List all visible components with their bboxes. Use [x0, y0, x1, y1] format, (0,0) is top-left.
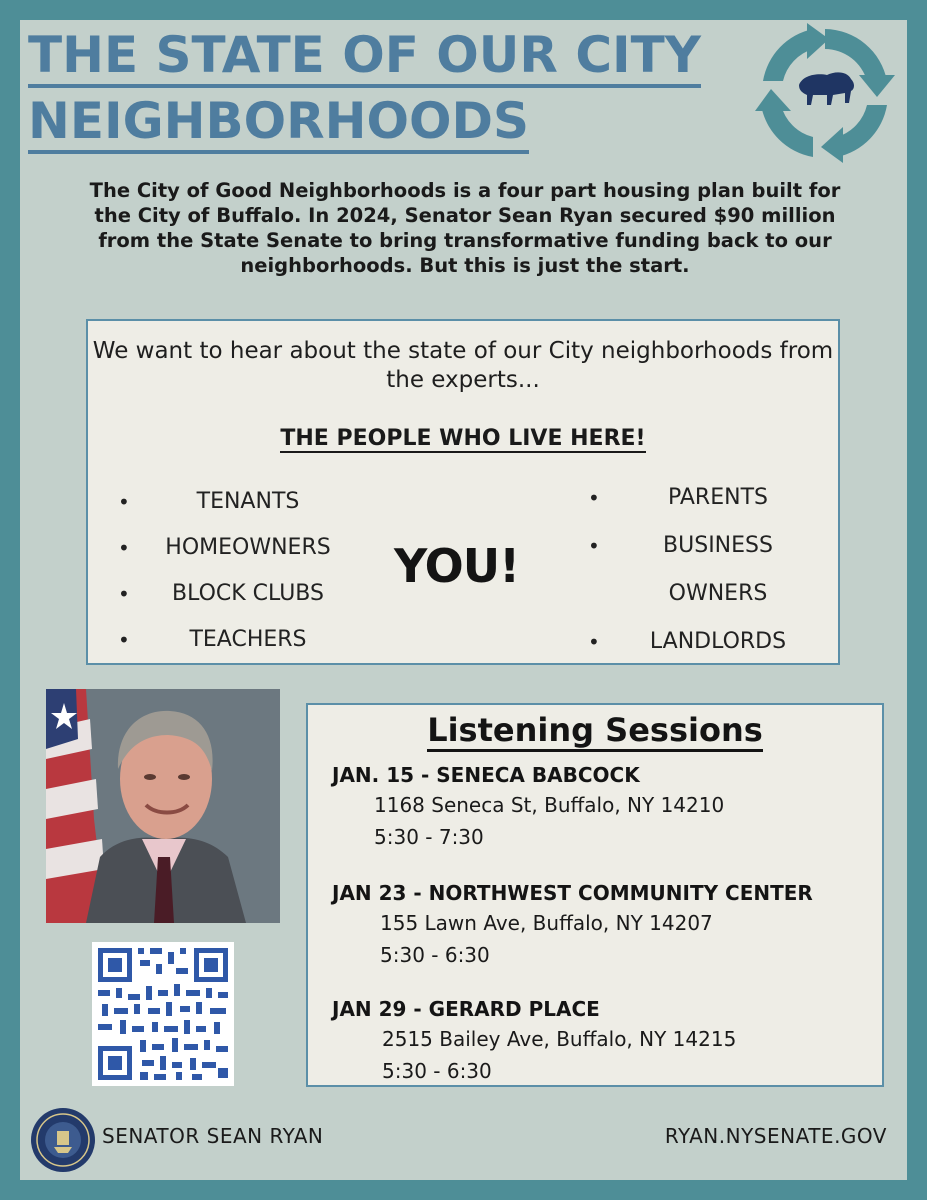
- session-item: [332, 879, 813, 971]
- senator-portrait: [46, 689, 280, 923]
- title-line-1: THE STATE OF OUR CITY: [28, 26, 701, 88]
- people-heading-text: THE PEOPLE WHO LIVE HERE!: [280, 426, 646, 451]
- session-address: 1168 Seneca St, Buffalo, NY 14210: [374, 793, 725, 817]
- sessions-heading: [308, 711, 882, 749]
- footer-senator-name: SENATOR SEAN RYAN: [102, 1124, 324, 1148]
- bullet-icon: •: [588, 630, 600, 654]
- session-item: [332, 761, 724, 853]
- qr-code-graphic: [92, 942, 234, 1086]
- session-item: [332, 995, 736, 1087]
- footer-website-link[interactable]: RYAN.NYSENATE.GOV: [664, 1124, 887, 1148]
- sessions-heading-text: Listening Sessions: [427, 711, 763, 752]
- session-time: 5:30 - 6:30: [382, 1059, 492, 1083]
- list-item: OWNERS: [668, 581, 768, 606]
- list-item: • BUSINESS: [588, 522, 798, 570]
- you-callout: YOU!: [394, 539, 520, 593]
- bullet-icon: •: [118, 582, 130, 606]
- bullet-icon: •: [118, 490, 130, 514]
- session-time: 5:30 - 6:30: [380, 943, 490, 967]
- list-item: • TEACHERS: [118, 617, 338, 663]
- portrait-illustration: [46, 689, 280, 923]
- left-audience-list: [118, 479, 338, 663]
- session-name: JAN 29 - GERARD PLACE: [332, 997, 600, 1021]
- session-name: JAN. 15 - SENECA BABCOCK: [332, 763, 640, 787]
- session-name: JAN 23 - NORTHWEST COMMUNITY CENTER: [332, 881, 813, 905]
- bullet-icon: •: [588, 534, 600, 558]
- list-item: • HOMEOWNERS: [118, 525, 338, 571]
- session-time: 5:30 - 7:30: [374, 825, 484, 849]
- ny-senate-seal-icon: [30, 1107, 96, 1173]
- buffalo-recycle-logo-icon: [755, 23, 895, 163]
- experts-lead: We want to hear about the state of our City neighborhoods from the experts...: [92, 338, 834, 393]
- list-item: • PARENTS: [588, 474, 798, 522]
- experts-box: [86, 319, 840, 665]
- qr-code[interactable]: [92, 942, 234, 1086]
- flyer: [20, 20, 907, 1180]
- session-address: 2515 Bailey Ave, Buffalo, NY 14215: [382, 1027, 737, 1051]
- page-title: [28, 26, 701, 158]
- list-item: • TENANTS: [118, 479, 338, 525]
- listening-sessions-box: [306, 703, 884, 1087]
- bullet-icon: •: [118, 628, 130, 652]
- bullet-icon: •: [118, 536, 130, 560]
- session-address: 155 Lawn Ave, Buffalo, NY 14207: [380, 911, 713, 935]
- people-heading: [88, 426, 838, 451]
- right-audience-list: [588, 474, 798, 664]
- list-item: • BLOCK CLUBS: [118, 571, 338, 617]
- title-line-2: NEIGHBORHOODS: [28, 92, 529, 154]
- list-item: • LANDLORDS: [588, 618, 798, 666]
- bullet-icon: •: [588, 486, 600, 510]
- intro-paragraph: The City of Good Neighborhoods is a four part housing plan built for the City of Buffalo. In 2024, Senator Sean Ryan secured $90 million from the State Senate to bring transformative funding back to our neighborhoods. But this is just the start.: [89, 179, 841, 277]
